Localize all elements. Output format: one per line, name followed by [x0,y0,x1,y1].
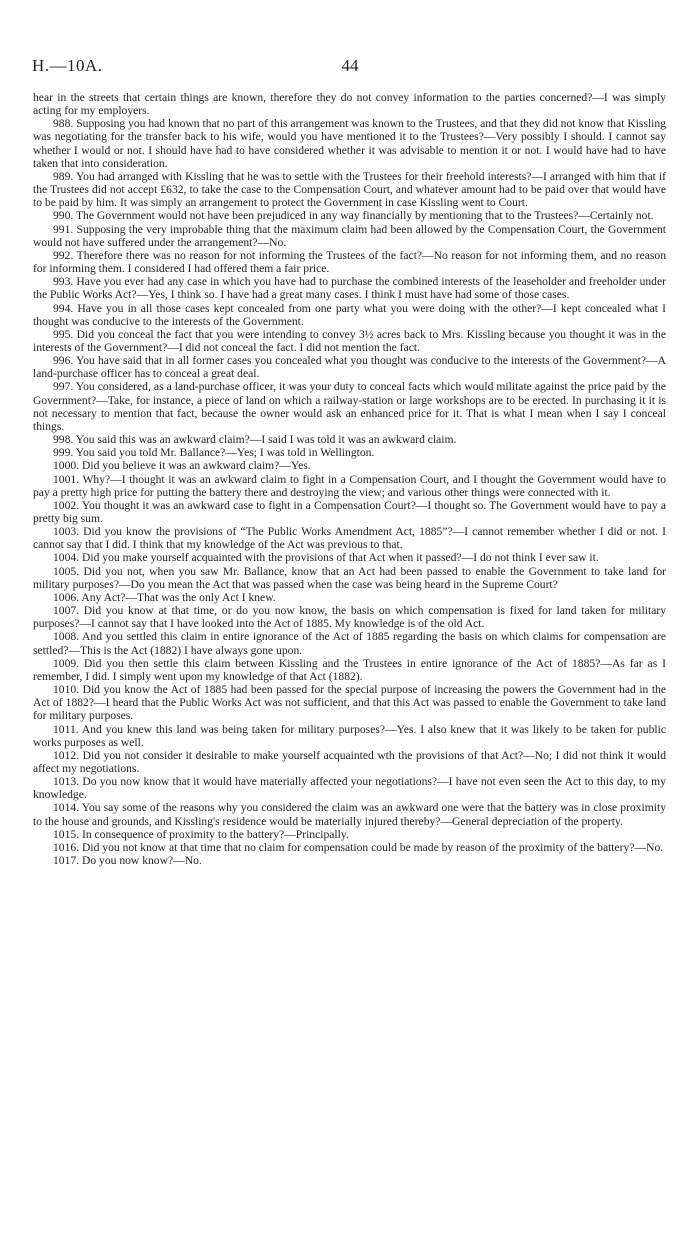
paragraph-1010: 1010. Did you know the Act of 1885 had been passed for the special purpose of increasing the powers the Government had in the Act of 1882?—I heard that the Public Works Act was not sufficient, and that this Act was passed to enable the Government to take land for military purposes. [33,683,666,723]
paragraph-994: 994. Have you in all those cases kept concealed from one party what you were doing with the other?—I kept concealed what I thought was conducive to the interests of the Government. [33,301,666,328]
paragraph-1015: 1015. In consequence of proximity to the battery?—Principally. [53,827,349,841]
paragraph-1014: 1014. You say some of the reasons why you considered the claim was an awkward one were that the battery was in close proximity to the house and grounds, and Kissling's residence would be materially injured thereby?—General depreciation of the property. [33,801,666,828]
paragraph-1003: 1003. Did you know the provisions of “The Public Works Amendment Act, 1885”?—I cannot remember whether I did or not. I cannot say that I did. I think that my knowledge of the Act was previous to that. [33,525,666,552]
paragraph-1017: 1017. Do you now know?—No. [53,854,202,868]
paragraph-1006: 1006. Any Act?—That was the only Act I knew. [53,590,276,604]
paragraph-1004: 1004. Did you make yourself acquainted with the provisions of that Act when it passed?—I do not think I ever saw it. [53,551,599,565]
paragraph-988: 988. Supposing you had known that no part of this arrangement was known to the Trustees, and that they did not know that Kissling was negotiating for the transfer back to his wife, would you have mentioned it to the Trustees?—Very possibly I should. I cannot say whether I would or not. I should have had to have considered whether it was advisable to mention it or not. I would have had to have taken that into consideration. [33,117,666,170]
paragraph-1012: 1012. Did you not consider it desirable to make yourself acquainted wth the provisions of that Act?—No; I did not think it would affect my negotiations. [33,748,666,775]
paragraph-1001: 1001. Why?—I thought it was an awkward claim to fight in a Compensation Court, and I thought the Government would have to pay a pretty high price for putting the battery there and destroying the view; and various other things were connected with it. [33,472,666,499]
paragraph-999: 999. You said you told Mr. Ballance?—Yes; I was told in Wellington. [53,446,375,460]
paragraph-1000: 1000. Did you believe it was an awkward claim?—Yes. [53,459,311,473]
paragraph-997: 997. You considered, as a land-purchase officer, it was your duty to conceal facts which would militate against the price paid by the Government?—Take, for instance, a piece of land on which a railway-station or large workshops are to be erected. In purchasing it it is not necessary to mention that fact, because the owner would ask an enhanced price for it. That is what I mean when I say I conceal things. [33,380,666,433]
paragraph-991: 991. Supposing the very improbable thing that the maximum claim had been allowed by the Compensation Court, the Government would not have suffered under the arrangement?—No. [33,222,666,249]
page-header [32,56,668,78]
paragraph-continuation: hear in the streets that certain things are known, therefore they do not convey information to the parties concerned?—I was simply acting for my employers. [33,91,666,118]
body-text [33,91,666,867]
paragraph-1016: 1016. Did you not know at that time that no claim for compensation could be made by reason of the proximity of the battery?—No. [53,840,664,854]
paragraph-1013: 1013. Do you now know that it would have materially affected your negotiations?—I have not even seen the Act to this day, to my knowledge. [33,775,666,802]
paragraph-1002: 1002. You thought it was an awkward case to fight in a Compensation Court?—I thought so. The Government would have to pay a pretty big sum. [33,498,666,525]
paragraph-989: 989. You had arranged with Kissling that he was to settle with the Trustees for their freehold interests?—I arranged with him that if the Trustees did not accept £632, to take the case to the Compensation Court, and whatever amount had to be paid over that would have to be paid by him. It was simply an arrangement to protect the Government in case Kissling went to Court. [33,169,666,210]
paragraph-995: 995. Did you conceal the fact that you were intending to convey 3½ acres back to Mrs. Kissling because you thought it was in the interests of the Government?—I did not conceal the fact. I did not mention the fact. [33,327,666,354]
paragraph-990: 990. The Government would not have been prejudiced in any way financially by mentioning that to the Trustees?—Certainly not. [53,209,654,223]
paragraph-1011: 1011. And you knew this land was being taken for military purposes?—Yes. I also knew that it was likely to be taken for public works purposes as well. [33,722,666,749]
paragraph-993: 993. Have you ever had any case in which you have had to purchase the combined interests of the leaseholder and freeholder under the Public Works Act?—Yes, I think so. I have had a great many cases. I think I must have had some of those cases. [33,275,666,302]
paragraph-992: 992. Therefore there was no reason for not informing the Trustees of the fact?—No reason for not informing them, and no reason for informing them. I considered I had offered them a fair price. [33,248,666,276]
paragraph-1005: 1005. Did you not, when you saw Mr. Ballance, know that an Act had been passed to enable the Government to take land for military purposes?—Do you mean the Act that was passed when the case was being heard in the Supreme Court? [33,564,666,591]
paragraph-1009: 1009. Did you then settle this claim between Kissling and the Trustees in entire ignorance of the Act of 1885?—As far as I remember, I did. I simply went upon my knowledge of that Act (1882). [33,656,666,683]
paragraph-996: 996. You have said that in all former cases you concealed what you thought was conducive to the interests of the Government?—A land-purchase officer has to conceal a great deal. [33,354,666,381]
paragraph-1007: 1007. Did you know at that time, or do you now know, the basis on which compensation is fixed for land taken for military purposes?—I cannot say that I have looked into the Act of 1885. My knowledge is of the old Act. [33,604,666,631]
document-reference: H.—10A. [32,56,103,75]
paragraph-1008: 1008. And you settled this claim in entire ignorance of the Act of 1885 regarding the basis on which claims for compensation are settled?—This is the Act (1882) I have always gone upon. [33,630,666,657]
paragraph-998: 998. You said this was an awkward claim?—I said I was told it was an awkward claim. [53,433,457,447]
page-number: 44 [341,56,359,75]
